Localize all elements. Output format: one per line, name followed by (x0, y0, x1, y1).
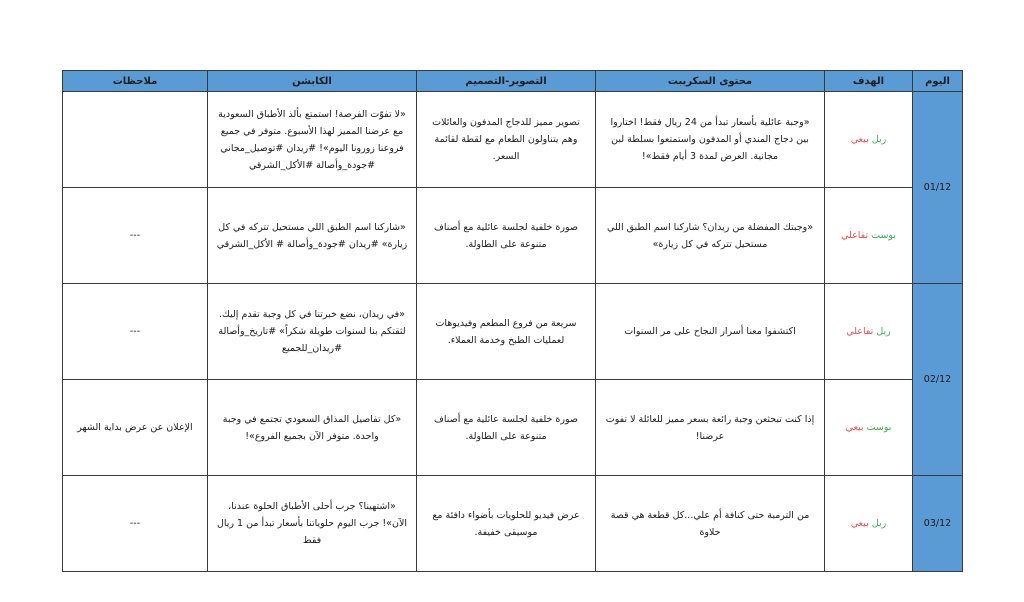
goal-cell (825, 92, 913, 188)
header-row (63, 71, 963, 92)
notes-cell: الإعلان عن عرض بداية الشهر (63, 380, 208, 476)
content-plan-table (62, 70, 963, 572)
goal-cell (825, 284, 913, 380)
header-notes: ملاحظات (63, 71, 208, 92)
caption-cell: «لا تفوّت الفرصة! استمتع بألذ الأطباق السعودية مع عرضنا المميز لهذا الأسبوع. متوفر في جميع فروعنا زورونا اليوم»! #ريدان #توصيل_مجاني #جودة_وأصالة #الأكل_الشرقي (208, 92, 417, 188)
table-row (63, 476, 963, 572)
visual-cell: عرض فيديو للحلويات بأضواء دافئة مع موسيقى خفيفة. (417, 476, 596, 572)
header-day: اليوم (913, 71, 963, 92)
visual-cell: تصوير مميز للدجاج المدفون والعائلات وهم يتناولون الطعام مع لقطة لقائمة السعر. (417, 92, 596, 188)
day-cell: 03/12 (913, 476, 963, 572)
header-script: محتوى السكريبت (596, 71, 825, 92)
caption-cell: «اشتهينا؟ جرب أحلى الأطباق الحلوة عندنا، الآن»! جرب اليوم حلوياتنا بأسعار تبدأ من 1 ريال فقط (208, 476, 417, 572)
day-cell: 01/12 (913, 92, 963, 284)
table-row (63, 380, 963, 476)
header-goal: الهدف (825, 71, 913, 92)
notes-cell: --- (63, 284, 208, 380)
header-caption: الكابشن (208, 71, 417, 92)
script-cell: «وجبة عائلية بأسعار تبدأ من 24 ريال فقط! اختاروا بين دجاج المندي أو المدفون واستمتعوا بسلطة لبن مجانية. العرض لمدة 3 أيام فقط»! (596, 92, 825, 188)
goal-cell (825, 476, 913, 572)
goal-type: ريل (876, 326, 891, 337)
script-cell: «وجبتك المفضلة من ريدان؟ شاركنا اسم الطبق اللي مستحيل تتركه في كل زيارة» (596, 188, 825, 284)
goal-type: ريل (871, 518, 887, 529)
caption-cell: «شاركنا اسم الطبق اللي مستحيل تتركه في كل زيارة» #ريدان #جودة_وأصالة # الأكل_الشرقي (208, 188, 417, 284)
goal-type: بوست (866, 422, 892, 433)
caption-cell: «في ريدان، نضع خبرتنا في كل وجبة تقدم إليك. لثقتكم بنا لسنوات طويلة شكراً» #تاريخ_وأصالة #ريدان_للجميع (208, 284, 417, 380)
notes-cell: --- (63, 476, 208, 572)
script-cell: من الترمبة حتى كنافة أم علي...كل قطعة هي قصة حلاوة (596, 476, 825, 572)
script-cell: إذا كنت تبحثعن وجبة رائعة بسعر مميز للعائلة لا تفوت عرضنا! (596, 380, 825, 476)
goal-type: بوست (871, 230, 896, 241)
notes-cell (63, 92, 208, 188)
goal-kind: بيعي (850, 518, 869, 529)
goal-cell (825, 380, 913, 476)
day-cell: 02/12 (913, 284, 963, 476)
visual-cell: سريعة من فروع المطعم وفيديوهات لعمليات الطبخ وخدمة العملاء. (417, 284, 596, 380)
table-row (63, 92, 963, 188)
notes-cell: --- (63, 188, 208, 284)
goal-cell (825, 188, 913, 284)
goal-type: ريل (871, 134, 887, 145)
goal-kind: تفاعلي (841, 230, 869, 241)
table-row (63, 188, 963, 284)
goal-kind: تفاعلي (846, 326, 874, 337)
script-cell: اكتشفوا معنا أسرار النجاح على مر السنوات (596, 284, 825, 380)
visual-cell: صورة خلفية لجلسة عائلية مع أصناف متنوعة على الطاولة. (417, 380, 596, 476)
caption-cell: «كل تفاصيل المذاق السعودي تجتمع في وجبة واحدة. متوفر الآن بجميع الفروع»! (208, 380, 417, 476)
visual-cell: صورة خلفية لجلسة عائلية مع أصناف متنوعة على الطاولة. (417, 188, 596, 284)
goal-kind: بيعي (850, 134, 869, 145)
goal-kind: بيعي (845, 422, 864, 433)
header-visual: التصوير-التصميم (417, 71, 596, 92)
table-row (63, 284, 963, 380)
